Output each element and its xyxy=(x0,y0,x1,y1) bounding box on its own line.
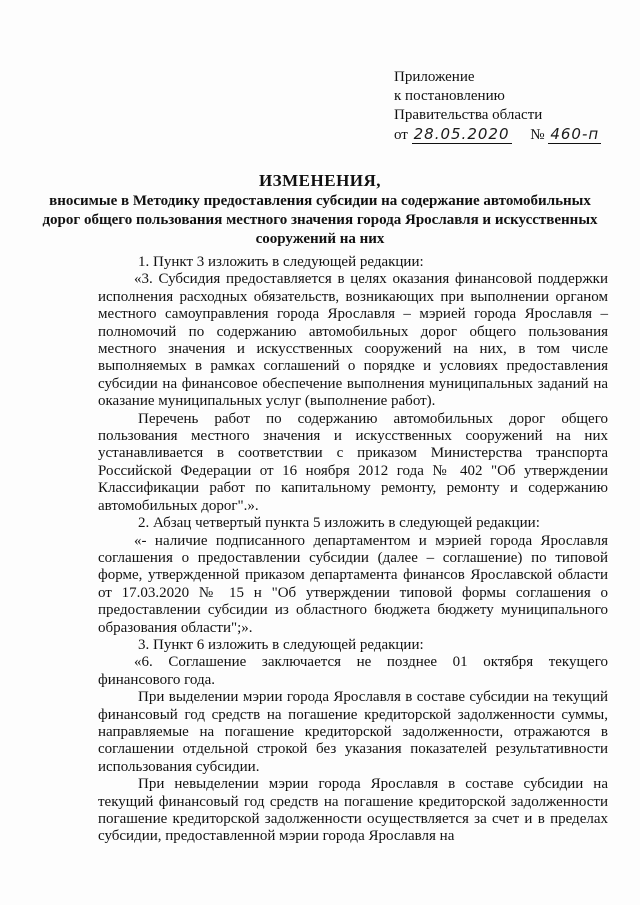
paragraph-8: При выделении мэрии города Ярославля в составе субсидии на текущий финансовый год средств на погашение кредиторской задолженности суммы, направляемые на погашение кредиторской задолженности, отражаются в соглашении отдельной строкой без указания показателей результативности использования субсидии. xyxy=(98,689,608,775)
document-title: ИЗМЕНЕНИЯ, xyxy=(258,171,382,190)
handwritten-number: 460-п xyxy=(550,125,600,143)
paragraph-3: Перечень работ по содержанию автомобильных дорог общего пользования местного значения и искусственных сооружений на них устанавливается в соответствии с приказом Министерства транспорта Российской Федерации от 16 ноября 2012 года № 402 "Об утверждении Классификации работ по капитальному ремонту, ремонту и содержанию автомобильных дорог".». xyxy=(98,410,608,514)
paragraph-2: «3. Субсидия предоставляется в целях оказания финансовой поддержки исполнения расходных обязательств, возникающих при выполнении органом местного самоуправления города Ярославля – мэрией города Ярославля – полномочий по содержанию автомобильных дорог общего пользования местного значения и искусственных сооружений на них, в том числе выполняемых в рамках соглашений о порядке и условиях предоставления субсидии на финансовое обеспечение выполнения муниципальных заданий на оказание муниципальных услуг (выполнение работ). xyxy=(98,271,608,410)
paragraph-5: «- наличие подписанного департаментом и мэрией города Ярославля соглашения о предоставлении субсидии (далее – соглашение) по типовой форме, утвержденной приказом департамента финансов Ярославской области от 17.03.2020 № 15 н "Об утверждении типовой формы соглашения о предоставлении субсидии из областного бюджета бюджету муниципального образования области";». xyxy=(98,532,608,636)
paragraph-7: «6. Соглашение заключается не позднее 01 октября текущего финансового года. xyxy=(98,654,608,688)
appendix-line-3: Правительства области xyxy=(394,107,543,123)
appendix-block xyxy=(394,68,601,145)
appendix-line-2: к постановлению xyxy=(394,88,505,104)
appendix-date-line xyxy=(394,125,601,145)
paragraph-4: 2. Абзац четвертый пункта 5 изложить в следующей редакции: xyxy=(138,515,540,532)
handwritten-date: 28.05.2020 xyxy=(413,125,510,143)
number-prefix: № xyxy=(530,127,545,143)
document-subtitle: вносимые в Методику предоставления субсидии на содержание автомобильных дорог общего пользования местного значения города Ярославля и искусственных сооружений на них xyxy=(42,193,598,247)
paragraph-6: 3. Пункт 6 изложить в следующей редакции: xyxy=(138,636,424,653)
document-body xyxy=(98,254,608,846)
paragraph-9: При невыделении мэрии города Ярославля в составе субсидии на текущий финансовый год средств на погашение кредиторской задолженности погашение кредиторской задолженности осуществляется за счет и в пределах субсидии, предоставленной мэрии города Ярославля на xyxy=(98,776,608,845)
date-prefix: от xyxy=(394,127,408,143)
paragraph-1: 1. Пункт 3 изложить в следующей редакции: xyxy=(138,254,424,270)
appendix-line-1: Приложение xyxy=(394,69,475,85)
